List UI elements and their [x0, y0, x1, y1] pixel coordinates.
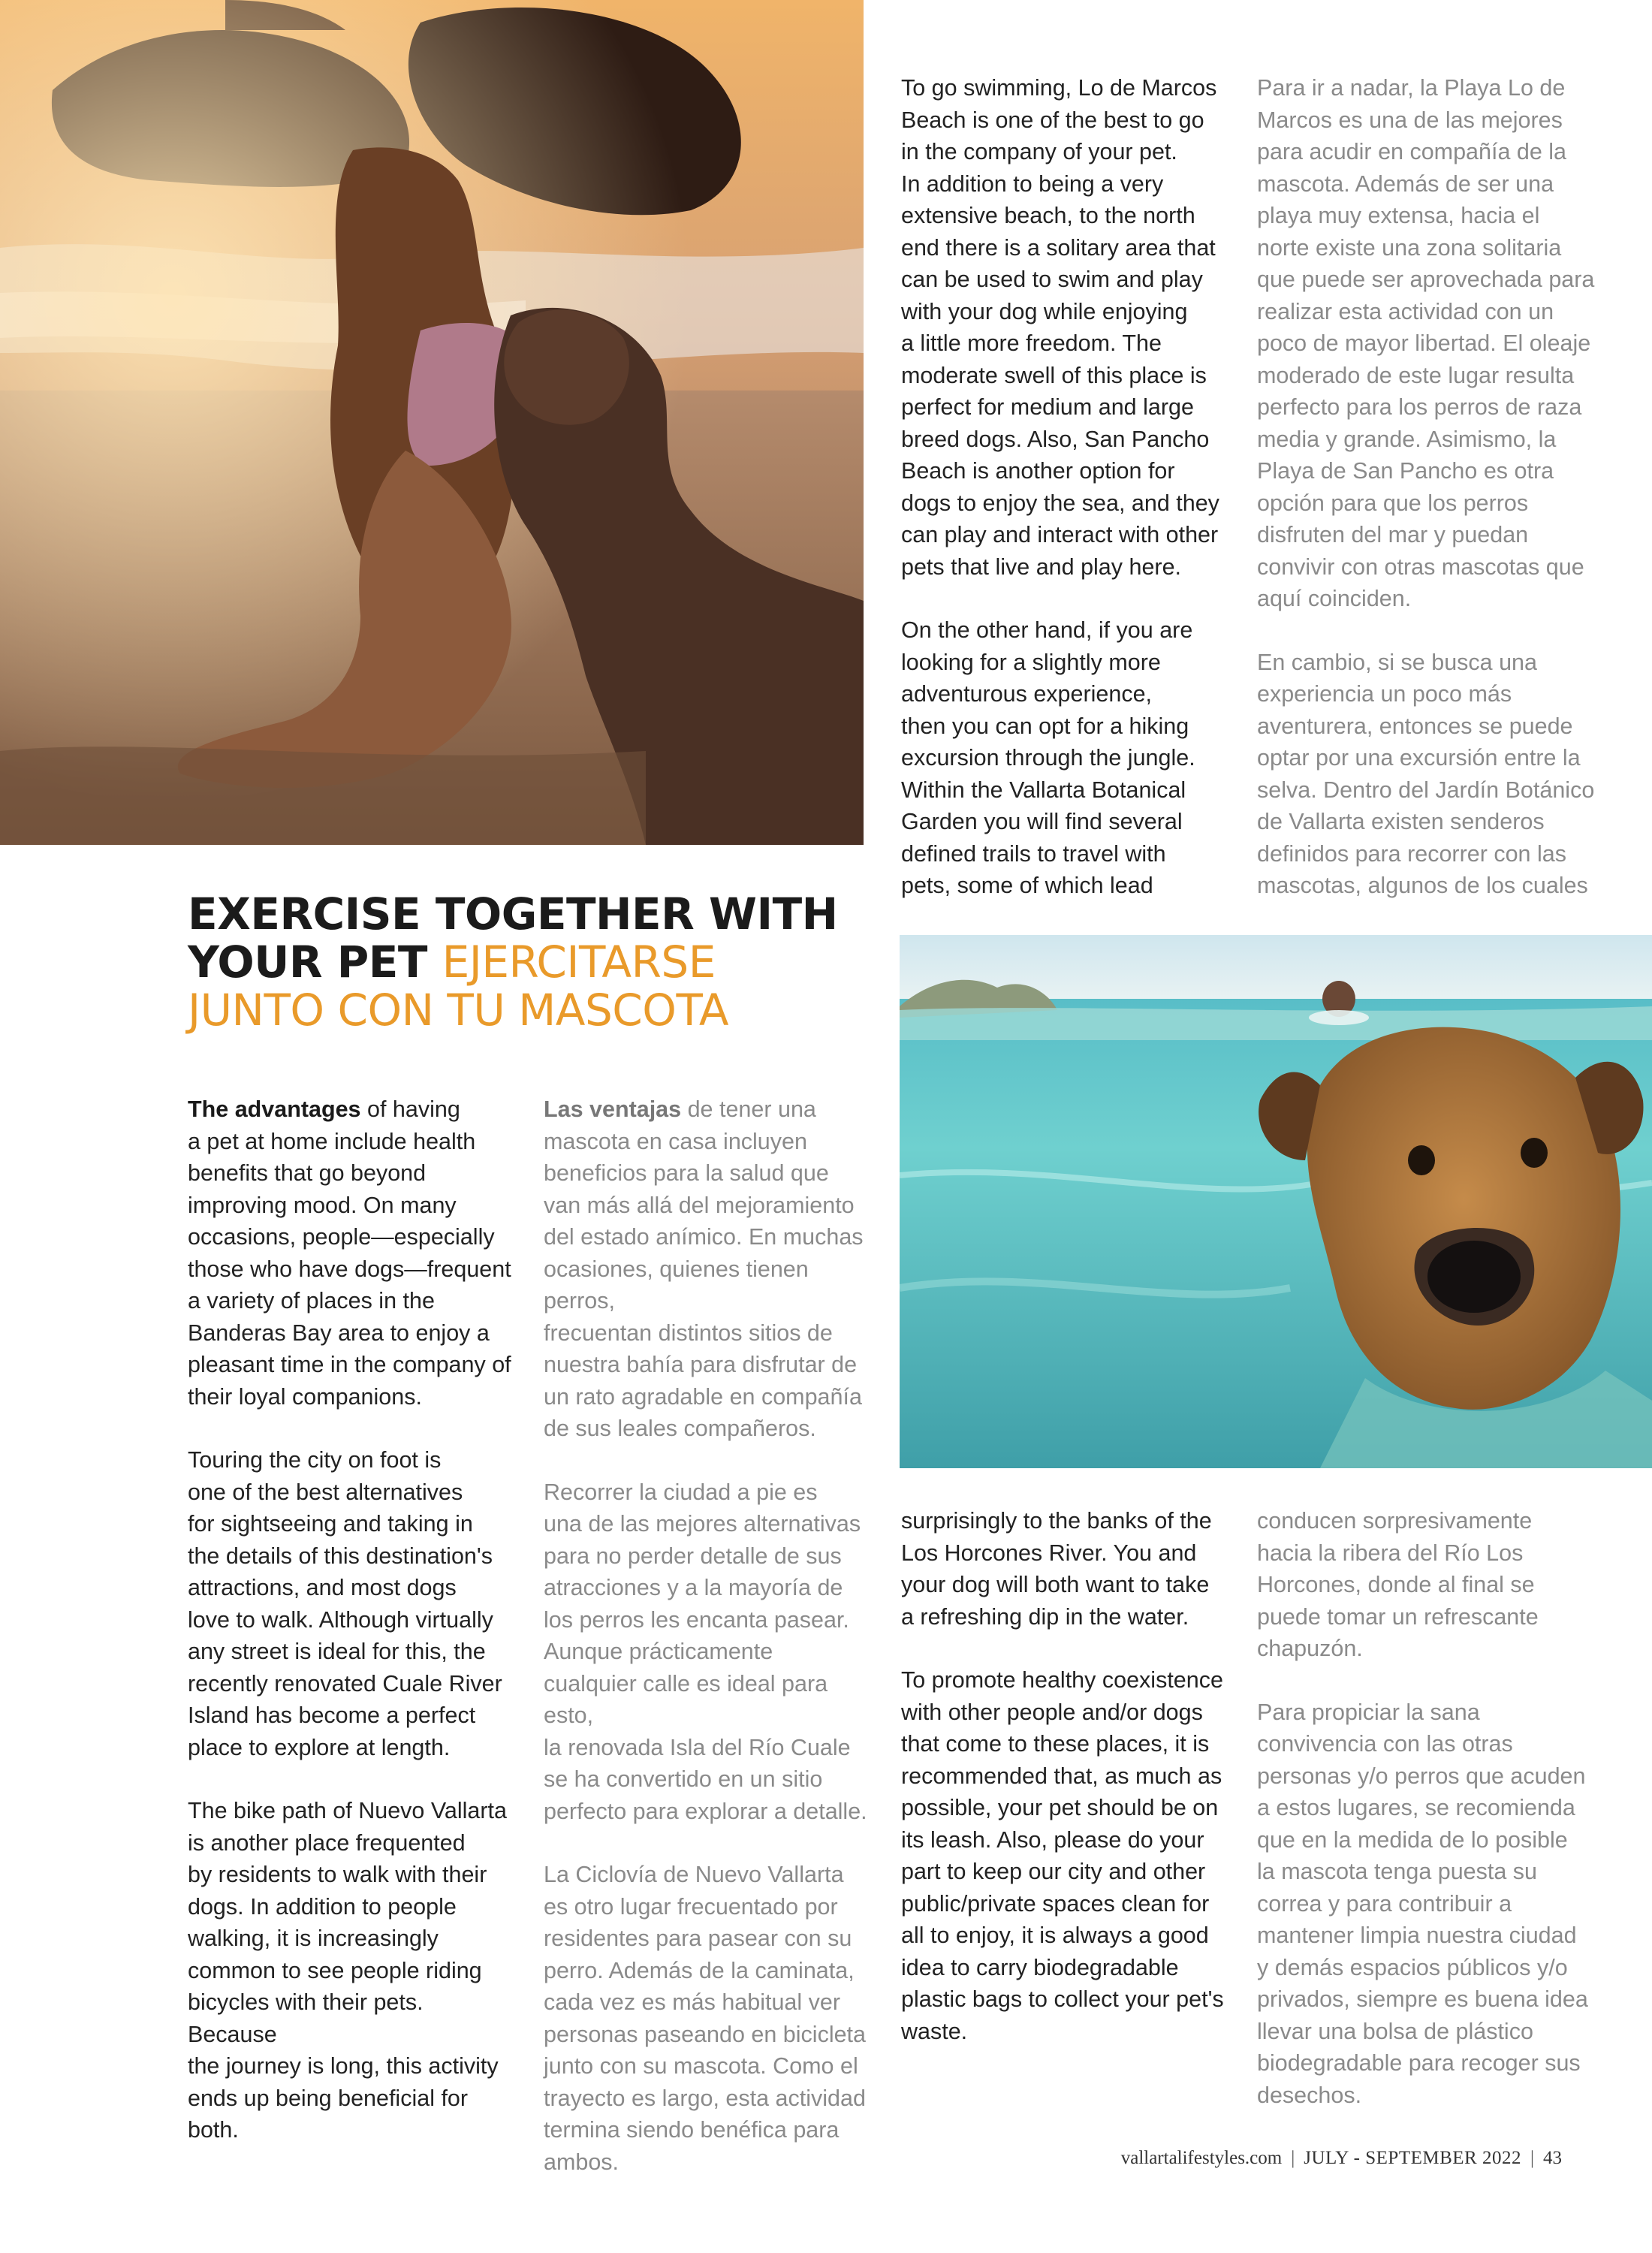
page-footer	[1121, 2148, 1562, 2169]
spanish-paragraph: La Ciclovía de Nuevo Vallarta es otro lugar frecuentado por residentes para pasear con su perro. Además de la caminata, cada vez es más habitual ver personas paseando en bicicleta junto con su mascota. Como el trayecto es largo, esta actividad termina siendo benéfica para ambos.	[544, 1862, 866, 2175]
headline-english: EXERCISE TOGETHER WITH YOUR PET	[188, 888, 838, 988]
english-lead-in: The advantages	[188, 1096, 361, 1122]
spanish-column-left	[544, 1093, 874, 2178]
english-paragraph: The bike path of Nuevo Vallarta is another place frequented by residents to walk with their dogs. In addition to people walking, it is increasingly common to see people riding bicycles with their pets. Because the journey is long, this activity ends up being beneficial for both.	[188, 1798, 507, 2143]
english-paragraph: Touring the city on foot is one of the best alternatives for sightseeing and taking in the details of this destination's attractions, and most dogs love to walk. Although virtually any street is ideal for this, the recently renovated Cuale River Island has become a perfect place to explore at length.	[188, 1447, 502, 1760]
english-column-bottom-right	[901, 1505, 1239, 2047]
footer-separator: |	[1291, 2148, 1295, 2168]
article-headline	[188, 890, 849, 1034]
english-paragraph	[188, 1093, 518, 1413]
page-number: 43	[1543, 2148, 1562, 2168]
spanish-paragraph: Para propiciar la sana convivencia con las otras personas y/o perros que acuden a estos lugares, se recomienda que en la medida de lo posible la mascota tenga puesta su correa y para contribuir a mantener limpia nuestra ciudad y demás espacios públicos y/o privados, siempre es buena idea llevar una bolsa de plástico biodegradable para recoger sus desechos.	[1257, 1699, 1588, 2108]
footer-issue-date: JULY - SEPTEMBER 2022	[1304, 2148, 1521, 2168]
spanish-paragraph: conducen sorpresivamente hacia la ribera del Río Los Horcones, donde al final se puede tomar un refrescante chapuzón.	[1257, 1508, 1539, 1661]
spanish-paragraph: En cambio, si se busca una experiencia un poco más aventurera, entonces se puede optar por una excursión entre la selva. Dentro del Jardín Botánico de Vallarta existen senderos definidos para recorrer con las mascotas, algunos de los cuales	[1257, 649, 1595, 898]
english-paragraph: On the other hand, if you are looking for a slightly more adventurous experience, then you can opt for a hiking excursion through the jungle. Within the Vallarta Botanical Garden you will find several defined trails to travel with pets, some of which lead	[901, 617, 1195, 898]
woman-with-dog-on-beach-photo	[0, 0, 864, 845]
english-paragraph: To go swimming, Lo de Marcos Beach is one of the best to go in the company of your pet. In addition to being a very extensive beach, to the north end there is a solitary area that can be used to swim and play with your dog while enjoying a little more freedom. The moderate swell of this place is perfect for medium and large breed dogs. Also, San Pancho Beach is another option for dogs to enjoy the sea, and they can play and interact with other pets that live and play here.	[901, 75, 1219, 580]
headline-spanish: EJERCITARSE JUNTO CON TU MASCOTA	[188, 936, 729, 1036]
english-paragraph: To promote healthy coexistence with other people and/or dogs that come to these places, it is recommended that, as much as possible, your pet should be on its leash. Also, please do your part to keep our city and other public/private spaces clean for all to enjoy, it is always a good idea to carry biodegradable plastic bags to collect your pet's waste.	[901, 1667, 1224, 2044]
spanish-paragraph-text: de tener una mascota en casa incluyen beneficios para la salud que van más allá del mejoramiento del estado anímico. En muchas ocasiones, quienes tienen perros, frecuentan distintos sitios de nuestra bahía para disfrutar de un rato agradable en compañía de sus leales compañeros.	[544, 1096, 864, 1441]
english-paragraph: surprisingly to the banks of the Los Horcones River. You and your dog will both want to take a refreshing dip in the water.	[901, 1508, 1212, 1630]
spanish-paragraph: Para ir a nadar, la Playa Lo de Marcos es una de las mejores para acudir en compañía de la mascota. Además de ser una playa muy extensa, hacia el norte existe una zona solitaria que puede ser aprovechada para realizar esta actividad con un poco de mayor libertad. El oleaje moderado de este lugar resulta perfecto para los perros de raza media y grande. Asimismo, la Playa de San Pancho es otra opción para que los perros disfruten del mar y puedan convivir con otras mascotas que aquí coinciden.	[1257, 75, 1595, 611]
english-paragraph-text: of having a pet at home include health benefits that go beyond improving mood. On many occasions, people—especially those who have dogs—frequent a variety of places in the Banderas Bay area to enjoy a pleasant time in the company of their loyal companions.	[188, 1096, 511, 1410]
footer-separator: |	[1530, 2148, 1534, 2168]
spanish-lead-in: Las ventajas	[544, 1096, 682, 1122]
english-column-left	[188, 1093, 518, 2146]
english-column-top-right	[901, 72, 1239, 902]
spanish-column-top-right	[1257, 72, 1602, 902]
spanish-column-bottom-right	[1257, 1505, 1602, 2111]
footer-website-link[interactable]: vallartalifestyles.com	[1120, 2148, 1283, 2168]
spanish-paragraph: Recorrer la ciudad a pie es una de las mejores alternativas para no perder detalle de sus atracciones y a la mayoría de los perros les encanta pasear. Aunque prácticamente cualquier calle es ideal para esto, la renovada Isla del Río Cuale se ha convertido en un sitio perfecto para explorar a detalle.	[544, 1479, 867, 1824]
spanish-paragraph	[544, 1093, 874, 1445]
dog-swimming-in-sea-photo	[900, 935, 1652, 1468]
